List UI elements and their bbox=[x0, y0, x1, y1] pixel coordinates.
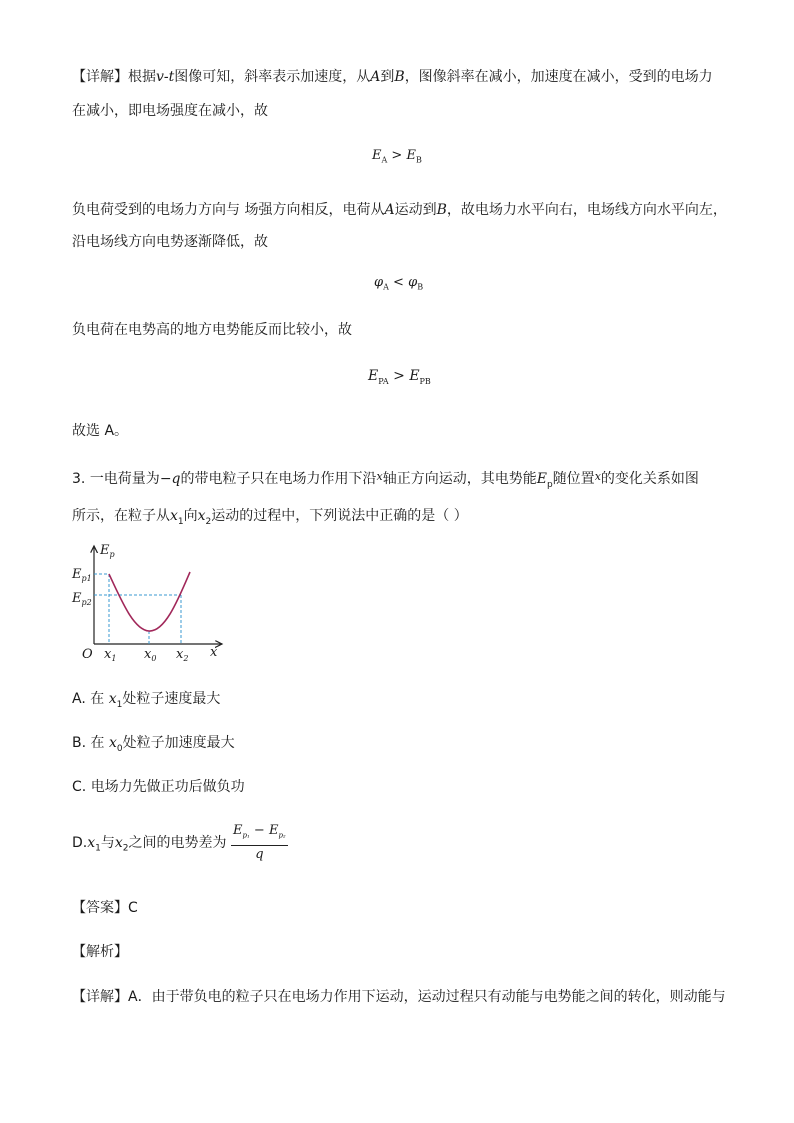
guide-lines bbox=[94, 574, 181, 644]
question-3-line1: 3. 一电荷量为−q的带电粒子只在电场力作用下沿$^x$轴正方向运动，其电势能$E_p$随位置$^x$的变化关系如图 bbox=[72, 470, 699, 490]
option-a[interactable]: A. 在 $x_1$处粒子速度最大 bbox=[72, 691, 221, 710]
detail-paragraph-1: 【详解】根据v-t图像可知，斜率表示加速度，从A到B，图像斜率在减小，加速度在减小，受到的电场力 bbox=[72, 69, 713, 85]
ep2-label: $E_{p2}$ bbox=[72, 591, 92, 607]
detail-paragraph-2-line2: 沿电场线方向电势逐渐降低，故 bbox=[72, 234, 268, 250]
formula-ea-gt-eb: $E_A > E_B$ bbox=[372, 148, 422, 165]
detail-paragraph-1-line2: 在减小，即电场强度在减小，故 bbox=[72, 103, 268, 119]
question-3-line2: 所示，在粒子从$x_1$向$x_2$运动的过程中，下列说法中正确的是（ ） bbox=[72, 508, 468, 527]
option-b[interactable]: B. 在 $x_0$处粒子加速度最大 bbox=[72, 735, 235, 754]
origin-label: O bbox=[82, 647, 93, 662]
option-c[interactable]: C. 电场力先做正功后做负功 bbox=[72, 779, 245, 795]
answer-tag: 【答案】 bbox=[72, 900, 128, 916]
answer bbox=[72, 897, 138, 917]
option-d[interactable]: $D.x_1$与$x_2$之间的电势差为 $\frac{E_{p_1} - E_{p_2}}{q}$ bbox=[72, 823, 286, 862]
detail-paragraph-3: 负电荷在电势高的地方电势能反而比较小，故 bbox=[72, 322, 352, 338]
detail-tag: 【详解】 bbox=[72, 69, 128, 85]
y-axis-label: $E_p$ bbox=[100, 543, 115, 559]
x0-label: $x_0$ bbox=[144, 647, 157, 663]
potential-difference-fraction: $\frac{E_{p_1} - E_{p_2}}{q}$ bbox=[232, 823, 286, 862]
formula-epa-gt-epb: $E_{PA} > E_{PB}$ bbox=[368, 368, 431, 386]
detail-paragraph-final: 【详解】A．由于带负电的粒子只在电场力作用下运动，运动过程只有动能与电势能之间的转化，则动能与 bbox=[72, 989, 726, 1005]
detail-paragraph-2: 负电荷受到的电场力方向与 场强方向相反，电荷从A运动到B，故电场力水平向右，电场线方向水平向左， bbox=[72, 202, 727, 218]
ep-curve bbox=[109, 572, 190, 631]
ep-vs-x-graph bbox=[70, 540, 230, 665]
detail-conclusion: 故选 A。 bbox=[72, 423, 129, 439]
ep1-label: $E_{p1}$ bbox=[72, 567, 92, 583]
formula-phia-lt-phib: $\varphi_A < \varphi_B$ bbox=[374, 275, 424, 292]
answer-value: C bbox=[128, 900, 138, 916]
analysis-tag: 【解析】 bbox=[72, 944, 128, 960]
x-axis-label: x bbox=[210, 645, 218, 660]
x2-label: $x_2$ bbox=[176, 647, 189, 663]
x1-label: $x_1$ bbox=[104, 647, 117, 663]
